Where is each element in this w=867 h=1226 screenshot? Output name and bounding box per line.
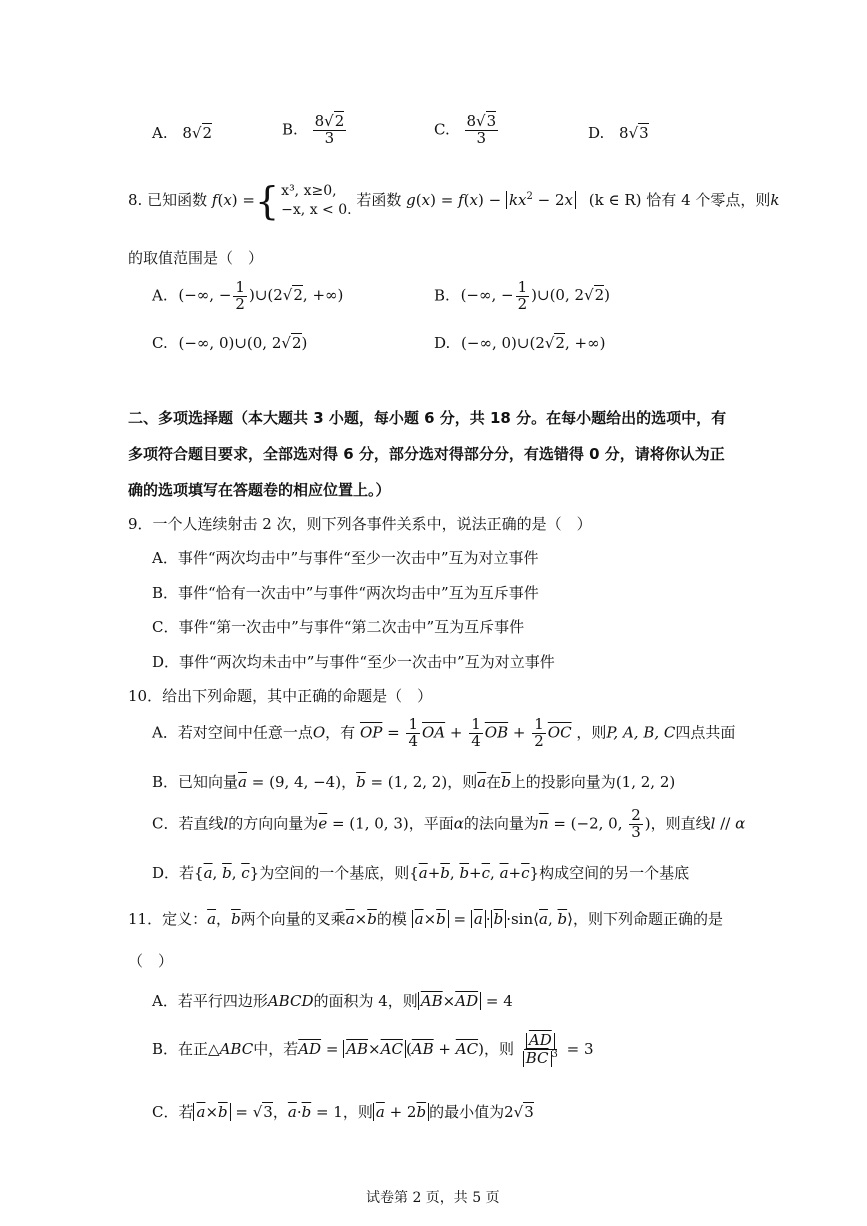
q7-option-d: D. 8√3 [588, 124, 649, 142]
q8-option-c: C. (−∞, 0)∪(0, 2√2) [152, 334, 308, 352]
q8-option-b: B. (−∞, − $\frac{1}{2}$ )∪(0, 2√2) [434, 278, 611, 313]
q9-option-c: C．事件“第一次击中”与事件“第二次击中”互为互斥事件 [152, 618, 525, 636]
section2-heading-line3: 确的选项填写在答题卷的相应位置上。） [128, 481, 391, 499]
q10-option-c: C．若直线l的方向向量为$\overline{e} = (1$, 0, 3)，平面α的法向量为$\overline{n} = (-2$, 0, $\frac{2}{3}$ )，则直线l // α [152, 806, 746, 841]
q11-paren: （ ） [128, 952, 174, 970]
q11-option-a: A．若平行四边形ABCD的面积为 4，则 $\overline{AB}\times\overline{AD} = 4$ [152, 992, 513, 1010]
q10-stem: 10．给出下列命题，其中正确的命题是（ ） [128, 687, 433, 705]
q7-option-b: B. $\frac{8√2}{3}$ [282, 112, 345, 147]
q7-option-c: C. $\frac{8√3}{3}$ [434, 112, 497, 147]
page-footer: 试卷第 2 页，共 5 页 [366, 1190, 500, 1206]
q9-option-b: B．事件“恰有一次击中”与事件“两次均击中”互为互斥事件 [152, 584, 539, 602]
q9-option-d: D．事件“两次均未击中”与事件“至少一次击中”互为对立事件 [152, 653, 555, 671]
q10-option-b: B．已知向量$\overline{a} = (9$, 4, −4)，$\overline{b} = (1$, 2, 2)，则$\overline{a}$在$\overline{b}$上的投影向量为(1, 2, 2) [152, 773, 676, 791]
q11-stem: 11．定义：$\overline{a}$，$\overline{b}$两个向量的叉乘$\overline{a}\times\overline{b}$的模 $\overline{a}\times\overline{b} = \overline{a} \cdot \overline{b}$ $\cdot\sin⟨\overline{a}$, $\overline{b}⟩$，则下列命题正确的是 [128, 910, 723, 928]
q8-option-a: A. (−∞, − $\frac{1}{2}$ )∪(2√2, +∞) [152, 278, 344, 313]
q10-option-a: A．若对空间中任意一点O，有 $\overline{OP}$ = $\frac{1}{4}$ $\overline{OA}$ + $\frac{1}{4}$ $\overline{OB}$ + $\frac{1}{2}$ $\overline{OC}$ ，则P, A, B, C四点共面 [152, 715, 736, 750]
section2-heading-line1: 二、多项选择题（本大题共 3 小题，每小题 6 分，共 18 分。在每小题给出的选项中，有 [128, 409, 727, 427]
q11-option-b: B．在正△ABC中，若$\overline{AD} = \overline{AB}\times\overline{AC}$ $(\overline{AB} + \overline{AC})$，则 $\frac{\overline{AD}}{\overline{BC} ^3}$ = 3 [152, 1031, 594, 1067]
section2-heading-line2: 多项符合题目要求，全部选对得 6 分，部分选对得部分分，有选错得 0 分，请将你认为正 [128, 445, 725, 463]
q8-option-d: D. (−∞, 0)∪(2√2, +∞) [434, 334, 606, 352]
q11-option-c: C．若 $\overline{a}\times\overline{b} = √3$，$\overline{a}\cdot\overline{b} = 1$，则 $\overline{a} + 2\overline{b}$ 的最小值为2√3 [152, 1103, 534, 1121]
q8-stem-line2: 的取值范围是（ ） [128, 249, 264, 267]
q7-option-a: A. 8√2 [152, 124, 213, 142]
q9-option-a: A．事件“两次均击中”与事件“至少一次击中”互为对立事件 [152, 549, 539, 567]
q9-stem: 9．一个人连续射击 2 次，则下列各事件关系中，说法正确的是（ ） [128, 515, 592, 533]
q8-stem: 8. 已知函数 f(x) ={ x³, x≥0, −x, x < 0. 若函数 $g(x) = f(x) - kx^2 - 2x$ (k ∈ R) 恰有 4 个零点，则k [128, 179, 780, 223]
q10-option-d: D．若{$\overline{a}$, $\overline{b}$, $\overline{c}$}为空间的一个基底，则{$\overline{a}+\overline{b}$, $\overline{b}+\overline{c}$, $\overline{a}+\overline{c}$}构成空间的另一个基底 [152, 864, 690, 882]
